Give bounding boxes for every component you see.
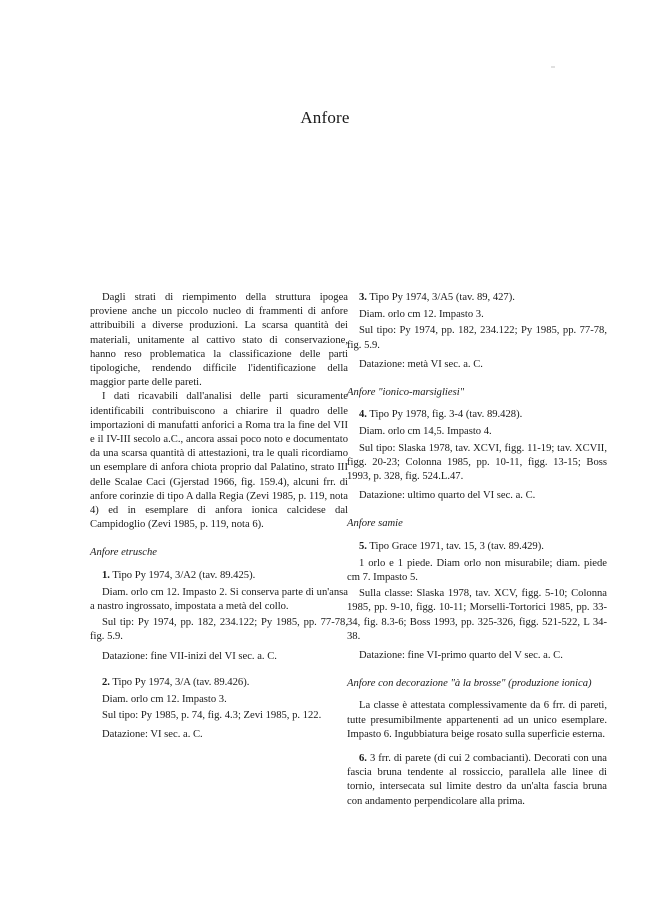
class-description: La classe è attestata complessivamente da 6 frr. di pareti, tutte presumibilmente appartenenti ad un unico esemplare. Impasto 6. Ingubbiatura beige rosato sulla superficie esterna. [347, 700, 607, 740]
entry-text [347, 752, 607, 809]
page-title: Anfore [300, 108, 350, 127]
entry-title: Tipo Py 1978, fig. 3-4 (tav. 89.428). [369, 409, 523, 421]
entry-number: 3. [359, 292, 367, 303]
entry-title: Tipo Py 1974, 3/A (tav. 89.426). [112, 676, 250, 688]
catalog-entry-2 [90, 676, 348, 743]
context-paragraph: I dati ricavabili dall'analisi delle parti sicuramente identificabili contribuiscono a chiarire il quadro delle importazioni di manufatti anforici a Roma tra la fine del VII e il IV-III secolo a.C., ancora assai poco noto e documentato da una scarsa quantità di attestazioni, tra le quali ricordiamo un esemplare di anfora chiota proprio dal Palatino, strato III delle Scalae Caci (Gjerstad 1966, fig. 159.4), alcuni frr. di anfore corinzie di tipo A dalla Regia (Zevi 1985, p. 119, nota 4) ed in esemplare di anfora ionica calcidese dal Campidoglio (Zevi 1985, p. 119, nota 6). [90, 391, 348, 531]
entry-bibliography: Sul tipo: Py 1985, p. 74, fig. 4.3; Zevi 1985, p. 122. [102, 710, 322, 722]
entry-description: 1 orlo e 1 piede. Diam orlo non misurabile; diam. piede cm 7. Impasto 5. [347, 557, 607, 584]
entry-bibliography: Sulla classe: Slaska 1978, tav. XCV, figg. 5-10; Colonna 1985, pp. 9-10, figg. 10-11; Morselli-Tortorici 1985, pp. 33-34, fig. 8.3-6; Boss 1993, pp. 325-326, figg. 521-522, L 34-38. [347, 588, 607, 642]
entry-number: 2. [102, 676, 110, 688]
entry-bibliography: Sul tip: Py 1974, pp. 182, 234.122; Py 1985, pp. 77-78, fig. 5.9. [90, 617, 348, 643]
entry-bibliography: Sul tipo: Py 1974, pp. 182, 234.122; Py 1985, pp. 77-78, fig. 5.9. [347, 325, 607, 351]
entry-description: Diam. orlo cm 14,5. Impasto 4. [359, 426, 492, 438]
entry-bibliography: Sul tipo: Slaska 1978, tav. XCVI, figg. 11-19; tav. XCVII, figg. 20-23; Colonna 1985, pp. 10-11, figg. 13-15; Boss 1993, p. 328, fig. 524.L.47. [347, 442, 607, 483]
entry-description: Diam. orlo cm 12. Impasto 3. [102, 694, 227, 706]
entry-number: 4. [359, 409, 367, 421]
intro-paragraph: Dagli strati di riempimento della struttura ipogea proviene anche un piccolo nucleo di frammenti di anfore attribuibili a diverse produzioni. La scarsa quantità dei materiali, unitamente al cattivo stato di conservazione, hanno reso problematica la classificazione delle parti tipologiche, rendendo difficile l'identificazione della maggior parte delle pareti. [90, 292, 348, 389]
entry-title: Tipo Py 1974, 3/A2 (tav. 89.425). [112, 569, 256, 581]
section-heading-etrusche: Anfore etrusche [90, 547, 157, 559]
entry-heading [90, 569, 348, 583]
entry-title: Tipo Py 1974, 3/A5 (tav. 89, 427). [369, 292, 515, 303]
entry-heading [347, 408, 607, 422]
entry-description: Diam. orlo cm 12. Impasto 2. Si conserva parte di un'ansa a nastro ingrossato, impostata a metà del collo. [90, 586, 348, 613]
right-column [347, 291, 607, 821]
entry-dating: Datazione: metà VI sec. a. C. [359, 358, 483, 370]
section-heading-a-la-brosse: Anfore con decorazione "à la brosse" (produzione ionica) [347, 678, 592, 690]
entry-description: Diam. orlo cm 12. Impasto 3. [359, 309, 484, 321]
entry-dating: Datazione: ultimo quarto del VI sec. a. C. [359, 490, 536, 502]
catalog-entry-1 [90, 569, 348, 664]
entry-dating: Datazione: fine VI-primo quarto del V sec. a. C. [359, 650, 563, 662]
entry-heading [90, 676, 348, 690]
catalog-entry-3 [347, 291, 607, 372]
entry-body: 3 frr. di parete (di cui 2 combacianti). Decorati con una fascia bruna tendente al rossiccio, parallela alle linee di tornio, intersecata sul limite destro da un'alta fascia bruna con andamento perpendicolare alla prima. [347, 753, 607, 807]
entry-dating: Datazione: fine VII-inizi del VI sec. a. C. [102, 650, 277, 662]
scan-speck [551, 66, 555, 68]
entry-number: 5. [359, 540, 367, 552]
entry-number: 1. [102, 569, 110, 581]
catalog-entry-6 [347, 752, 607, 809]
entry-dating: Datazione: VI sec. a. C. [102, 729, 203, 741]
section-heading-ionico-marsigliesi: Anfore "ionico-marsigliesi" [347, 387, 465, 399]
section-heading-samie: Anfore samie [347, 518, 403, 530]
entry-heading [347, 540, 607, 554]
catalog-entry-5 [347, 540, 607, 664]
left-column [90, 291, 348, 755]
entry-number: 6. [359, 753, 367, 765]
entry-heading [347, 291, 607, 305]
catalog-entry-4 [347, 408, 607, 503]
entry-title: Tipo Grace 1971, tav. 15, 3 (tav. 89.429). [369, 540, 544, 552]
